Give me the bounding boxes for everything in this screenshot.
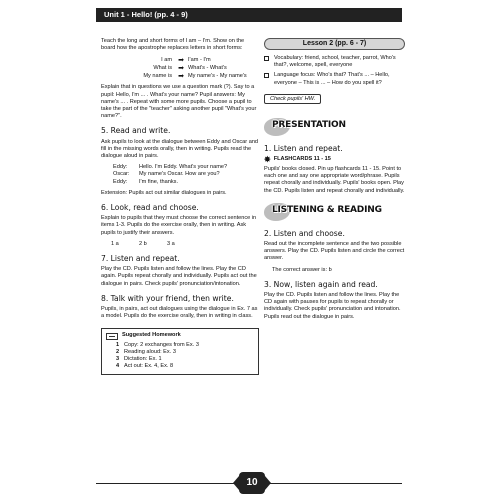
- section-1-text: Pupils' books closed. Pin up flashcards 11 - 15. Point to each one and say one appropriate word/phrase. Pupils repeat chorally and individually. Pupils' books open. Play the CD. Pupils listen and repeat chorally and individually.: [264, 166, 405, 194]
- line-text: My name's Oscar. How are you?: [139, 171, 220, 178]
- item-number: 1: [116, 341, 120, 348]
- speaker: Oscar:: [113, 171, 130, 178]
- left-column: [101, 38, 259, 375]
- section-6-text: Explain to pupils that they must choose the correct sentence in items 1-3. Pupils do the exercise orally, then in writing. Ask pupils to justify their answers.: [101, 215, 257, 236]
- flashcards-line: [264, 156, 405, 164]
- speaker: Eddy:: [113, 164, 128, 171]
- section-7-heading: 7. Listen and repeat.: [101, 254, 180, 264]
- section-8-text: Pupils, in pairs, act out dialogues using the dialogue in Ex. 7 as a model. Pupils do the exercise orally, then in writing in class.: [101, 306, 258, 320]
- section-5-heading: 5. Read and write.: [101, 126, 171, 136]
- check-hw-text: Check pupils' HW.: [264, 94, 321, 104]
- flashcards-label: FLASHCARDS 11 - 15: [273, 156, 331, 163]
- answer-item: 3 a: [167, 240, 175, 247]
- section-2-text: Read out the incomplete sentence and the two possible answers. Play the CD. Pupils listen and circle the correct answer.: [264, 241, 405, 262]
- section-5-text: Ask pupils to look at the dialogue between Eddy and Oscar and fill in the missing words orally, then in writing. Pupils read the dialogue aloud in pairs.: [101, 138, 259, 160]
- arrow-icon: ➡: [178, 72, 184, 80]
- line-text: I'm fine, thanks.: [139, 178, 178, 185]
- section-6-heading: 6. Look, read and choose.: [101, 203, 199, 212]
- dialogue-line: [113, 171, 259, 178]
- checkbox-icon: [264, 56, 269, 61]
- arrow-icon: ➡: [178, 64, 184, 72]
- answer-item: 1 a: [111, 240, 119, 247]
- homework-header: [106, 332, 254, 339]
- answer-item: 2 b: [139, 240, 147, 247]
- right-column: [264, 38, 405, 325]
- dialogue: [113, 164, 259, 186]
- item-text: Act out: Ex. 4, Ex. 8: [124, 363, 174, 370]
- long-form: What is: [153, 64, 172, 71]
- checkbox-icon: [264, 73, 269, 78]
- language-focus-text: Language focus: Who's that? That's ... – Hello, everyone – This is ... – How do you spell it?: [274, 72, 390, 86]
- extension-text: Extension: Pupils act out similar dialogues in pairs.: [101, 189, 227, 196]
- short-form-row: [101, 72, 259, 80]
- line-text: Hello. I'm Eddy. What's your name?: [139, 164, 228, 171]
- short-forms-table: [101, 56, 259, 80]
- item-text: Dictation: Ex. 1: [124, 356, 162, 363]
- presentation-banner: [264, 118, 405, 138]
- unit-title: Unit 1 - Hello! (pp. 4 - 9): [104, 10, 188, 19]
- homework-box: [101, 328, 259, 375]
- correct-answer: The correct answer is: b: [272, 266, 332, 273]
- short-form: My name's - My name's: [188, 72, 247, 79]
- answer-key: [111, 241, 259, 248]
- section-8-heading: 8. Talk with your friend, then write.: [101, 293, 234, 303]
- homework-item: [116, 356, 254, 363]
- star-icon: ✸: [264, 155, 271, 165]
- intro-text: Teach the long and short forms of I am – I'm. Show on the board how the apostrophe replaces letters in short forms:: [101, 38, 245, 52]
- listening-banner: [264, 203, 405, 223]
- short-form-row: [101, 56, 259, 64]
- vocabulary-item: [264, 55, 405, 69]
- item-text: Copy: 2 exchanges from Ex. 3: [124, 341, 199, 348]
- section-7-text: Play the CD. Pupils listen and follow the lines. Play the CD again. Pupils repeat chorally and individually. Pupils act out the dialogue in pairs. Check pupils' pronunciation/intonation.: [101, 266, 257, 287]
- homework-title: Suggested Homework: [122, 332, 181, 339]
- presentation-label: PRESENTATION: [272, 119, 346, 130]
- pencil-icon: [106, 333, 118, 340]
- long-form: I am: [161, 56, 172, 63]
- section-3-text: Play the CD. Pupils listen and follow the lines. Play the CD again with pauses for pupils to repeat chorally or individually. Check pupils' pronunciation and intonation. Pupils read out the dialogue in pairs.: [264, 292, 401, 320]
- long-form: My name is: [143, 72, 172, 79]
- short-form: What's - What's: [188, 64, 227, 71]
- page-number: 10: [239, 472, 265, 494]
- short-form-row: [101, 64, 259, 72]
- dialogue-line: [113, 164, 259, 171]
- arrow-icon: ➡: [178, 56, 184, 64]
- item-number: 3: [116, 356, 120, 363]
- short-form: I'am - I'm: [188, 56, 211, 63]
- section-2-heading: 2. Listen and choose.: [264, 228, 345, 238]
- item-text: Reading aloud: Ex. 3: [124, 348, 176, 355]
- language-focus-item: [264, 72, 405, 86]
- listening-label: LISTENING & READING: [272, 204, 382, 215]
- homework-item: [116, 363, 254, 370]
- dialogue-line: [113, 179, 259, 186]
- item-number: 2: [116, 348, 120, 355]
- vocabulary-text: Vocabulary: friend, school, teacher, parrot, Who's that?, welcome, spell, everyone: [274, 55, 396, 69]
- speaker: Eddy:: [113, 178, 128, 185]
- check-hw-note: [264, 94, 321, 104]
- item-number: 4: [116, 363, 120, 370]
- lesson-title: Lesson 2 (pp. 6 - 7): [264, 38, 405, 50]
- section-1-heading: 1. Listen and repeat.: [264, 143, 343, 153]
- explain-text: Explain that in questions we use a question mark (?). Say to a pupil: Hello, I'm ... . What's your name? Pupil answers: My name's ... . Repeat with some more pupils. Choose a pupil to take the part of the "teacher" asking another pupil "What's your name?".: [101, 84, 257, 120]
- homework-item: [116, 342, 254, 349]
- section-3-heading: 3. Now, listen again and read.: [264, 279, 378, 289]
- homework-item: [116, 349, 254, 356]
